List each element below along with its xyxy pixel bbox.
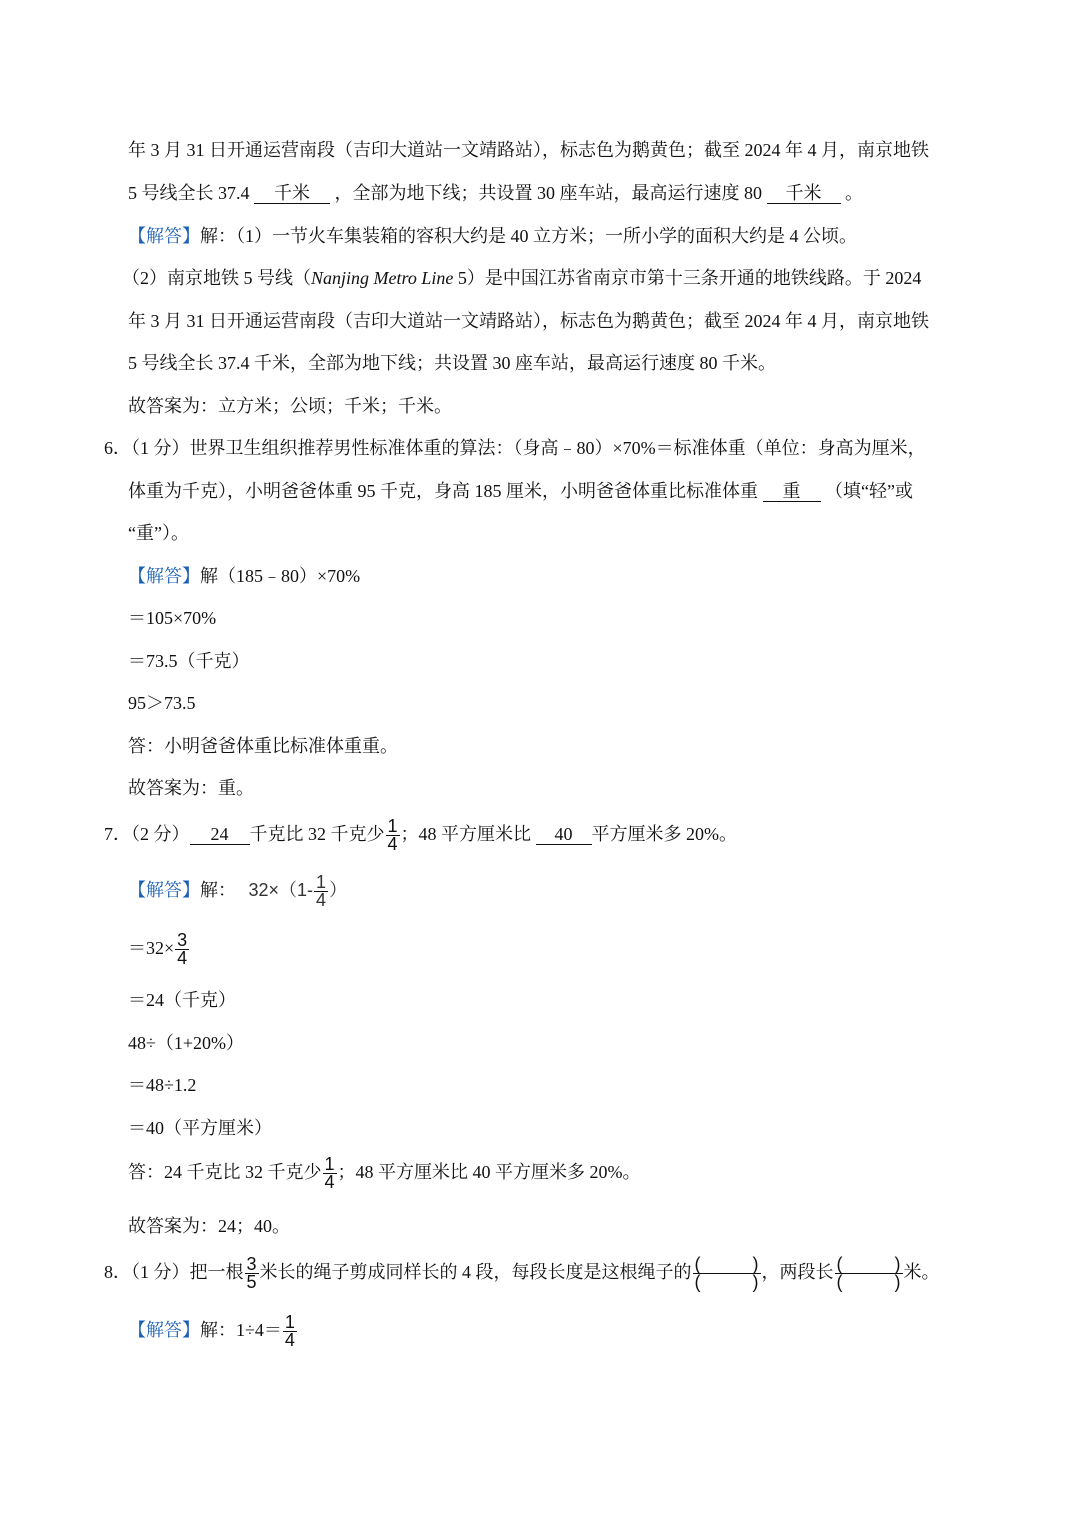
text-segment: 米长的绳子剪成同样长的 4 段，每段长度是这根绳子的 <box>259 1262 692 1282</box>
text-segment: （填“轻”或 <box>825 481 913 501</box>
fraction <box>386 818 400 853</box>
text-segment: 答：24 千克比 32 千克少 <box>128 1162 322 1182</box>
text-line: 年 3 月 31 日开通运营南段（吉印大道站一文靖路站），标志色为鹅黄色；截至 2024 年 4 月，南京地铁 <box>128 140 929 160</box>
text-line: 故答案为：24；40。 <box>128 1216 290 1236</box>
text-line: “重”）。 <box>128 523 189 543</box>
text-line: 答：小明爸爸体重比标准体重重。 <box>128 736 398 756</box>
text-segment: 5）是中国江苏省南京市第十三条开通的地铁线路。于 2024 <box>453 268 922 288</box>
text-segment: 千克比 32 千克少 <box>249 824 385 844</box>
fraction: $\frac{1}{4}$ <box>284 1312 295 1351</box>
text-segment: ＝32× <box>128 938 175 958</box>
text-line <box>128 1152 641 1192</box>
text-segment: 解：（1）一节火车集装箱的容积大约是 40 立方米；一所小学的面积大约是 4 公顷。 <box>200 226 857 246</box>
text-segment: （2）南京地铁 5 号线（ <box>122 268 311 288</box>
question-8 <box>104 1252 940 1292</box>
text-segment-italic: Nanjing Metro Line <box>311 268 454 288</box>
answer-blank: 千米 <box>767 183 841 204</box>
text-segment: 8．（1 分）把一根 <box>104 1262 244 1282</box>
formula-image: 32×（1- $\frac{1}{4}$ ） <box>248 871 348 910</box>
fraction: $\frac{1}{4}$ <box>324 1154 335 1193</box>
text-segment: 米。 <box>903 1262 940 1282</box>
text-segment: ；48 平方厘米比 <box>400 824 536 844</box>
text-line: ＝48÷1.2 <box>128 1075 197 1095</box>
solution-tag: 【解答】 <box>128 1320 200 1340</box>
solution-line <box>128 1310 298 1350</box>
text-segment: ，全部为地下线；共设置 30 座车站，最高运行速度 80 <box>334 183 767 203</box>
text-line: 故答案为：立方米；公顷；千米；千米。 <box>128 396 452 416</box>
text-line: 年 3 月 31 日开通运营南段（吉印大道站一文靖路站），标志色为鹅黄色；截至 2024 年 4 月，南京地铁 <box>128 311 929 331</box>
solution-line <box>128 564 360 588</box>
text-segment: 。 <box>845 183 863 203</box>
fraction: $\frac{1}{4}$ <box>316 871 327 910</box>
fraction: $\frac{3}{5}$ <box>246 1254 257 1293</box>
answer-blank: 24 <box>190 824 250 845</box>
fraction-blank: ( ) ( ) <box>694 1254 759 1293</box>
text-line: ＝105×70% <box>128 608 217 628</box>
text-line <box>128 928 190 968</box>
text-segment: 体重为千克），小明爸爸体重 95 千克，身高 185 厘米，小明爸爸体重比标准体重 <box>128 481 763 501</box>
text-segment: 解（185﹣80）×70% <box>200 566 361 586</box>
fraction-blank: ( ) ( ) <box>836 1254 901 1293</box>
answer-blank: 千米 <box>254 183 330 204</box>
text-line: 95＞73.5 <box>128 693 196 713</box>
text-line: 48÷（1+20%） <box>128 1033 245 1053</box>
text-segment: 解： <box>200 880 236 900</box>
fraction-numerator: 1 <box>387 816 398 837</box>
text-line: ＝40（平方厘米） <box>128 1118 272 1138</box>
text-line: ＝24（千克） <box>128 990 236 1010</box>
text-line <box>122 266 921 290</box>
solution-line <box>128 224 857 248</box>
solution-tag: 【解答】 <box>128 880 200 900</box>
text-line <box>128 181 863 205</box>
text-segment: 平方厘米多 20%。 <box>591 824 738 844</box>
answer-blank: 40 <box>536 824 592 845</box>
fraction: $\frac{3}{4}$ <box>177 930 188 969</box>
text-line: ＝73.5（千克） <box>128 651 250 671</box>
text-segment: 解：1÷4＝ <box>200 1320 282 1340</box>
question-7 <box>104 814 737 854</box>
solution-tag: 【解答】 <box>128 226 200 246</box>
answer-blank: 重 <box>763 481 821 502</box>
text-line <box>128 479 913 503</box>
text-segment: ；48 平方厘米比 40 平方厘米多 20%。 <box>337 1162 641 1182</box>
text-segment: 5 号线全长 37.4 <box>128 183 254 203</box>
text-line: 5 号线全长 37.4 千米，全部为地下线；共设置 30 座车站，最高运行速度 80 千米。 <box>128 353 776 373</box>
solution-tag: 【解答】 <box>128 566 200 586</box>
text-line: 故答案为：重。 <box>128 778 254 798</box>
solution-line <box>128 870 347 910</box>
fraction-denominator: 4 <box>387 834 398 855</box>
text-segment: 7．（2 分） <box>104 824 190 844</box>
question-6: 6．（1 分）世界卫生组织推荐男性标准体重的算法：（身高﹣80）×70%＝标准体重（单位：身高为厘米， <box>104 438 926 458</box>
text-segment: ，两段长 <box>761 1262 834 1282</box>
